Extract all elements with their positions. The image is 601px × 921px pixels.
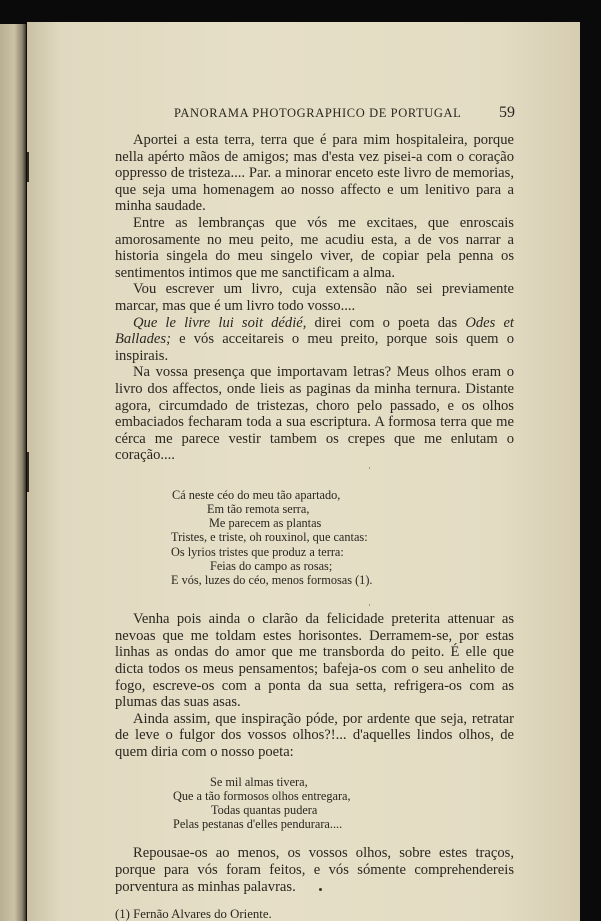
poem-line: Se mil almas tivera, bbox=[210, 774, 308, 789]
paragraph: Aportei a esta terra, terra que é para mim hospitaleira, porque nella apérto mãos de amigos; mas d'esta vez pisei-a com o coração oppresso de tristeza.... Par. a minorar enceto este livro de memorias, que seja uma homenagem ao nosso affecto e um lenitivo para a minha saudade. bbox=[115, 132, 514, 215]
poem-line: Me parecem as plantas bbox=[209, 516, 322, 531]
poem-stanza-1 bbox=[115, 488, 514, 587]
poem-line: Que a tão formosos olhos entregara, bbox=[173, 788, 351, 803]
print-speck bbox=[319, 888, 322, 891]
running-title: PANORAMA PHOTOGRAPHICO DE PORTUGAL bbox=[174, 106, 462, 120]
poem-line: Pelas pestanas d'elles pendurara.... bbox=[173, 817, 343, 832]
poem-line: Os lyrios tristes que produz a terra: bbox=[171, 544, 344, 559]
paragraph: Venha pois ainda o clarão da felicidade preterita attenuar as nevoas que me toldam estes horisontes. Derramem-se, por estas linhas as ondas do amor que me transborda do peito. É elle que dicta todos os meus pensamentos; bafeja-os com o seu anhelito de fogo, escreve-os com a ponta da sua setta, refrigera-os com as plumas das suas asas. bbox=[115, 611, 514, 711]
facing-page-edge bbox=[0, 24, 26, 921]
paragraph: Vou escrever um livro, cuja extensão não sei previamente marcar, mas que é um livro todo vosso.... bbox=[115, 281, 514, 314]
dedication-paragraph bbox=[115, 315, 514, 365]
book-page bbox=[27, 22, 580, 921]
paragraph: Repousae-os ao menos, os vossos olhos, sobre estes traços, porque para vós foram feitos, e vós sómente comprehendereis porventura as minhas palavras. bbox=[115, 845, 514, 895]
poem-line: Em tão remota serra, bbox=[207, 502, 310, 517]
poem-line: E vós, luzes do céo, menos formosas (1). bbox=[171, 573, 373, 588]
margin-pencil-mark bbox=[27, 152, 29, 182]
page-body bbox=[115, 132, 514, 921]
dedication-text: direi com o poeta das bbox=[306, 314, 466, 331]
paragraph: Na vossa presença que importavam letras? Meus olhos eram o livro dos affectos, onde lieis as paginas da minha ternura. Distante agora, circumdado de tristezas, choro pelo passado, e os olhos embaciados fecharam toda a sua escriptura. A formosa terra que me cérca me parece vestir tambem os crepes que me enlutam o coração.... bbox=[115, 364, 514, 464]
page-number: 59 bbox=[499, 104, 515, 121]
page-header bbox=[27, 104, 580, 124]
paragraph: Entre as lembranças que vós me excitaes, que enroscais amorosamente no meu peito, me acudiu esta, a de vos narrar a historia singela do meu singelo viver, de copiar pela penna os sentimentos intimos que me sanctificam a alma. bbox=[115, 214, 514, 281]
margin-pencil-mark bbox=[27, 452, 29, 492]
poem-line: Tristes, e triste, oh rouxinol, que cantas: bbox=[171, 530, 368, 545]
dedication-quote: Que le livre lui soit dédié, bbox=[133, 314, 307, 331]
poem-stanza-2 bbox=[115, 775, 514, 832]
poem-line: Feias do campo as rosas; bbox=[210, 558, 333, 573]
poem-line: Todas quantas pudera bbox=[211, 803, 318, 818]
footnote: (1) Fernão Alvares do Oriente. bbox=[115, 907, 272, 921]
dedication-text-end: e vós acceitareis o meu preito, porque sois quem o inspirais. bbox=[115, 331, 514, 364]
poem-line: Cá neste céo do meu tão apartado, bbox=[172, 487, 341, 502]
book-title-odes-et-ballades: Odes et Ballades; bbox=[115, 314, 514, 348]
paragraph: Ainda assim, que inspiração póde, por ardente que seja, retratar de leve o fulgor dos vossos olhos?!... d'aquelles lindos olhos, de quem diria com o nosso poeta: bbox=[115, 710, 514, 761]
separator-dot: · bbox=[368, 463, 371, 473]
separator-dot: · bbox=[368, 601, 371, 611]
